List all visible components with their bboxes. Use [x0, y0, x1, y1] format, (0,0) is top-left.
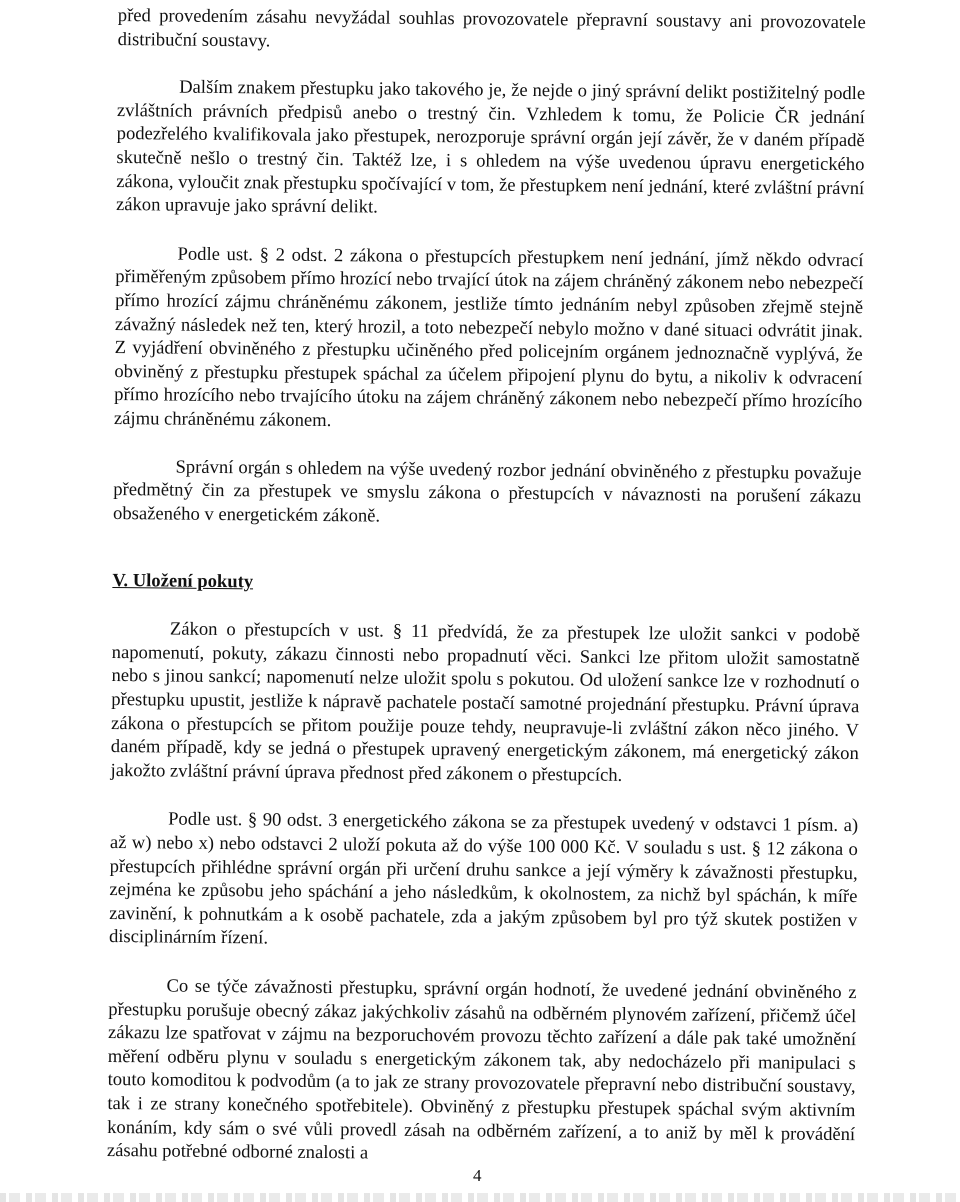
paragraph-fine-amount: Podle ust. § 90 odst. 3 energetického zákona se za přestupek uvedený v odstavci 1 písm. a) až w) nebo x) nebo odstavci 2 uloží pokuta až do výše 100 000 Kč. V souladu s ust. § 12 zákona o přestupcích přihlédne správní orgán při určení druhu sankce a její výměry k závažnosti přestupku, zejména ke způsobu jeho spáchání a jeho následkům, k okolnostem, za nichž byl spáchán, k míře zavinění, k pohnutkám a k osobě pachatele, zda a jakým způsobem byl pro týž skutek postižen v disciplinárním řízení.	[108, 808, 859, 949]
document-page	[107, 0, 866, 1170]
paragraph-other-offense: Dalším znakem přestupku jako takového je, že nejde o jiný správní delikt postižitelný podle zvláštních právních předpisů anebo o trestný čin. Vzhledem k tomu, že Policie ČR jednání podezřelého kvalifikovala jako přestupek, nerozporuje správní orgán její závěr, že v daném případě skutečně nešlo o trestný čin. Taktéž lze, i s ohledem na výše uvedenou úpravu energetického zákona, vyloučit znak přestupku spočívající v tom, že přestupkem není jednání, které zvláštní právní zákon upravuje jako správní delikt.	[115, 76, 866, 218]
page-number: 4	[473, 1166, 482, 1185]
paragraph-necessity: Podle ust. § 2 odst. 2 zákona o přestupcích přestupkem není jednání, jímž někdo odvrací přiměřeným způsobem přímo hrozící nebo trvající útok na zájem chráněný zákonem nebo nebezpečí přímo hrozící zájmu chráněnému zákonem, jestliže tímto jednáním nebyl způsoben zřejmě stejně závažný následek než ten, který hrozil, a toto nebezpečí nebylo možno v dané situaci odvrátit jinak. Z vyjádření obviněného z přestupku učiněného před policejním orgánem jednoznačně vyplývá, že obviněný z přestupku přestupek spáchal za účelem připojení plynu do bytu, a nikoliv k odvracení přímo hrozícího nebo trvajícího útoku na zájem chráněný zákonem nebo nebezpečí přímo hrozícího zájmu chráněnému zákonem.	[113, 243, 864, 431]
paragraph-conclusion: Správní orgán s ohledem na výše uvedený rozbor jednání obviněného z přestupku považuje předmětný čin za přestupek ve smyslu zákona o přestupcích v návaznosti na porušení zákazu obsaženého v energetickém zákoně.	[112, 456, 862, 527]
paragraph-continuation: před provedením zásahu nevyžádal souhlas provozovatele přepravní soustavy ani provozovatele distribuční soustavy.	[117, 4, 866, 52]
scan-edge-artifact	[0, 1193, 960, 1202]
section-heading: V. Uložení pokuty	[112, 570, 254, 593]
paragraph-sanctions: Zákon o přestupcích v ust. § 11 předvídá, že za přestupek lze uložit sankci v podobě napomenutí, pokuty, zákazu činnosti nebo propadnutí věci. Sankci lze přitom uložit samostatně nebo s jinou sankcí; napomenutí nelze uložit spolu s pokutou. Od uložení sankce lze v rozhodnutí o přestupku upustit, jestliže k nápravě pachatele postačí samotné projednání přestupku. Právní úprava zákona o přestupcích se přitom použije pouze tehdy, neupravuje-li zvláštní zákon něco jiného. V daném případě, kdy se jedná o přestupek upravený energetickým zákonem, má energetický zákon jakožto zvláštní právní úprava přednost před zákonem o přestupcích.	[110, 618, 861, 786]
paragraph-severity: Co se týče závažnosti přestupku, správní orgán hodnotí, že uvedené jednání obviněného z přestupku porušuje obecný zákaz jakýchkoliv zásahů na odběrném plynovém zařízení, přičemž účel zákazu lze spatřovat v zájmu na bezporuchovém provozu těchto zařízení a dále pak také umožnění měření odběru plynu v souladu s energetickým zákonem tak, aby nedocházelo při manipulaci s touto komoditou k podvodům (a to jak ze strany provozovatele přepravní nebo distribuční soustavy, tak i ze strany konečného spotřebitele). Obviněný z přestupku přestupek spáchal svým aktivním konáním, kdy sám o své vůli provedl zásah na odběrném zařízení, a to aniž by měl k provádění zásahu potřebné odborné znalosti a	[106, 975, 857, 1164]
